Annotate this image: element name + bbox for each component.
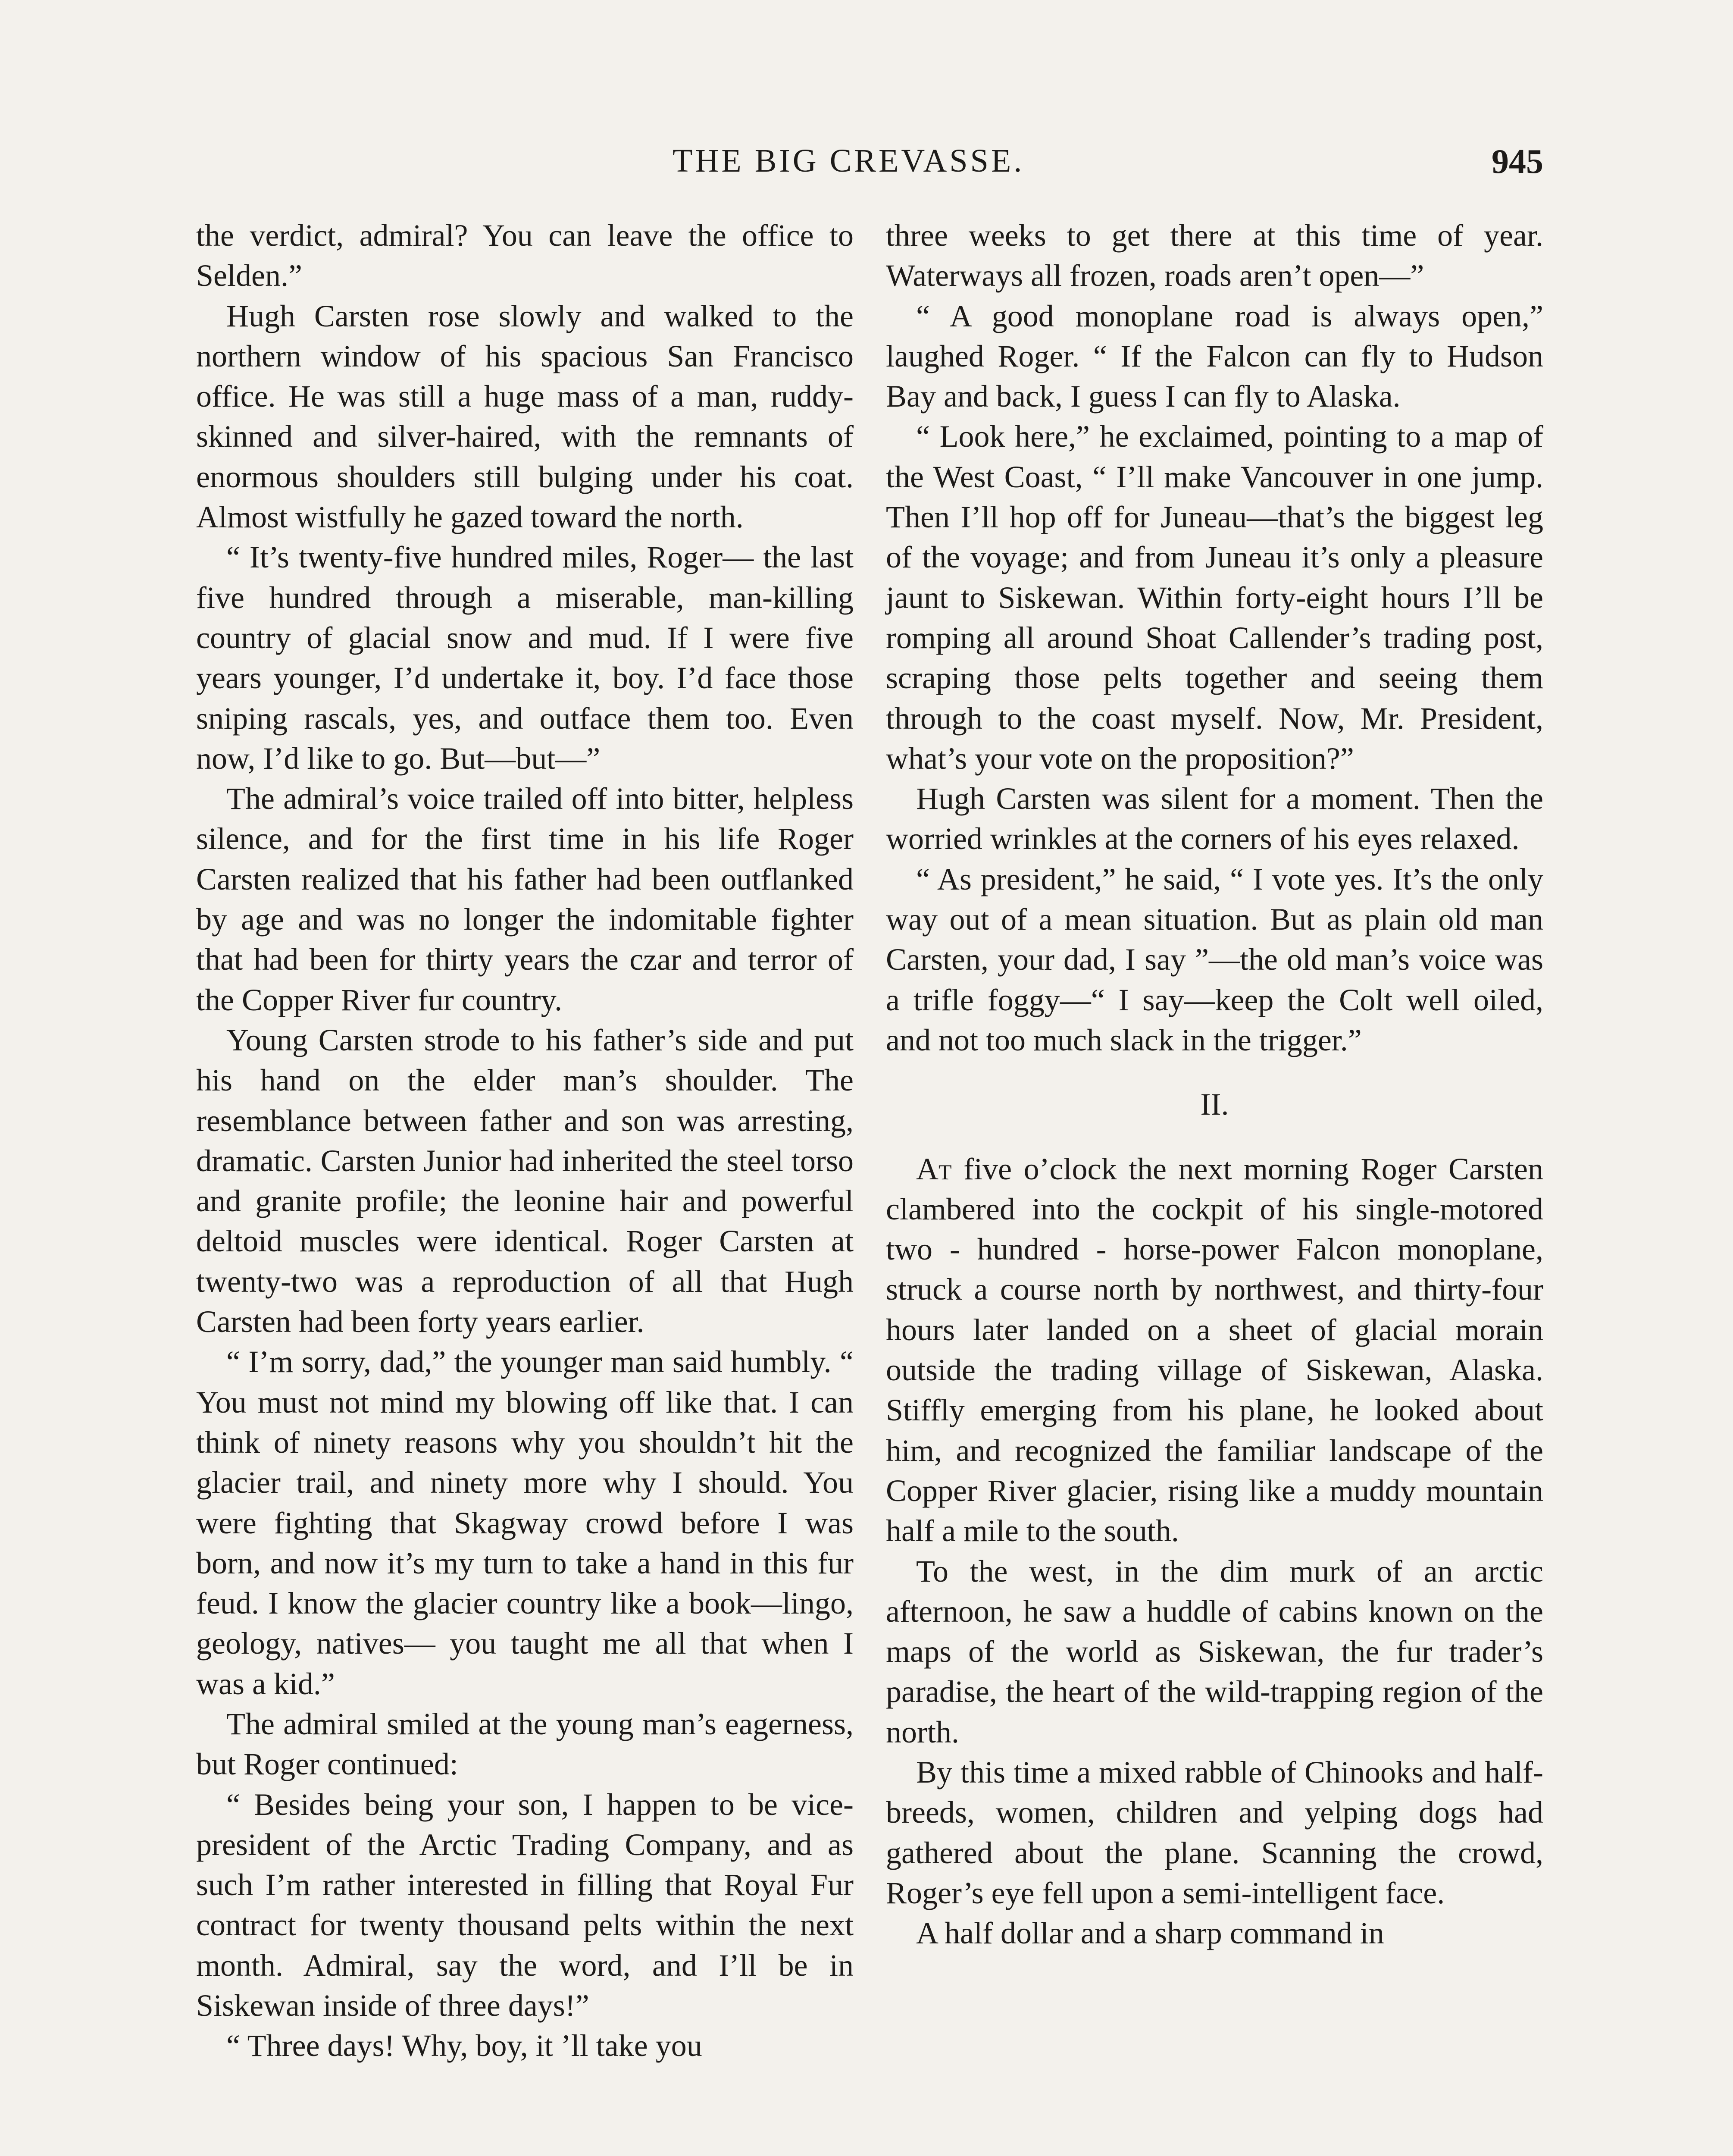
paragraph: the verdict, admiral? You can leave the office to Selden.” [196,218,854,293]
paragraph: To the west, in the dim murk of an arctic afternoon, he saw a huddle of cabins known on the maps of the world as Siskewan, the fur trader’s paradise, the heart of the wild-trapping region of the north. [886,1554,1543,1749]
left-column [196,216,854,2066]
section-opening-paragraph [886,1149,1543,1551]
paragraph: Young Carsten strode to his father’s side and put his hand on the elder man’s shoulder. The resemblance between father and son was arresting, dramatic. Carsten Junior had inherited the steel torso and granite profile; the leonine hair and powerful deltoid muscles were identical. Roger Carsten at twenty-two was a reproduction of all that Hugh Carsten had been forty years earlier. [196,1022,854,1339]
section-heading: II. [1200,1087,1229,1122]
right-column [886,216,1543,1953]
paragraph: three weeks to get there at this time of year. Waterways all frozen, roads aren’t open—” [886,218,1543,293]
paragraph: “ Look here,” he exclaimed, pointing to a map of the West Coast, “ I’ll make Vancouver in one jump. Then I’ll hop off for Juneau—that’s the biggest leg of the voyage; and from Juneau it’s only a pleasure jaunt to Siskewan. Within forty-eight hours I’ll be romping all around Shoat Callender’s trading post, scraping those pelts together and seeing them through to the coast myself. Now, Mr. President, what’s your vote on the proposition?” [886,419,1543,776]
paragraph: The admiral smiled at the young man’s eagerness, but Roger continued: [196,1706,854,1782]
paragraph: “ A good monoplane road is always open,” laughed Roger. “ If the Falcon can fly to Hudson Bay and back, I guess I can fly to Alaska. [886,298,1543,414]
paragraph: “ Three days! Why, boy, it ’ll take you [226,2028,702,2063]
paragraph: “ As president,” he said, “ I vote yes. It’s the only way out of a mean situation. But as plain old man Carsten, your dad, I say ”—the old man’s voice was a trifle foggy—“ I say—keep the Colt well oiled, and not too much slack in the trigger.” [886,862,1543,1057]
paragraph: The admiral’s voice trailed off into bitter, helpless silence, and for the first time in his life Roger Carsten realized that his father had been outflanked by age and was no longer the indomitable fighter that had been for thirty years the czar and terror of the Copper River fur country. [196,781,854,1017]
section-opening-text: five o’clock the next morning Roger Carsten clambered into the cockpit of his single-motored two - hundred - horse-power Falcon monoplane, struck a course north by northwest, and thirty-four hours later landed on a sheet of glacial morain outside the trading village of Siskewan, Alaska. Stiffly emerging from his plane, he looked about him, and recognized the familiar landscape of the Copper River glacier, rising like a muddy mountain half a mile to the south. [886,1151,1543,1548]
section-opening-word: At [916,1151,952,1186]
paragraph: By this time a mixed rabble of Chinooks and half-breeds, women, children and yelping dogs had gathered about the plane. Scanning the crowd, Roger’s eye fell upon a semi-intelligent face. [886,1755,1543,1910]
paragraph: A half dollar and a sharp command in [916,1916,1384,1951]
running-title: THE BIG CREVASSE. [673,143,1025,179]
paragraph: “ It’s twenty-five hundred miles, Roger— the last five hundred through a miserable, man-killing country of glacial snow and mud. If I were five years younger, I’d undertake it, boy. I’d face those sniping rascals, yes, and outface them too. Even now, I’d like to go. But—but—” [196,540,854,776]
paragraph: Hugh Carsten rose slowly and walked to the northern window of his spacious San Francisco office. He was still a huge mass of a man, ruddy-skinned and silver-haired, with the remnants of enormous shoulders still bulging under his coat. Almost wistfully he gazed toward the north. [196,298,854,535]
paragraph: “ Besides being your son, I happen to be vice-president of the Arctic Trading Company, and as such I’m rather interested in filling that Royal Fur contract for twenty thousand pelts within the next month. Admiral, say the word, and I’ll be in Siskewan inside of three days!” [196,1787,854,2023]
paragraph: “ I’m sorry, dad,” the younger man said humbly. “ You must not mind my blowing off like that. I can think of ninety reasons why you shouldn’t hit the glacier trail, and ninety more why I should. You were fighting that Skagway crowd before I was born, and now it’s my turn to take a hand in this fur feud. I know the glacier country like a book—lingo, geology, natives— you taught me all that when I was a kid.” [196,1344,854,1701]
paragraph: Hugh Carsten was silent for a moment. Then the worried wrinkles at the corners of his eyes relaxed. [886,781,1543,856]
page-number: 945 [1492,143,1543,181]
